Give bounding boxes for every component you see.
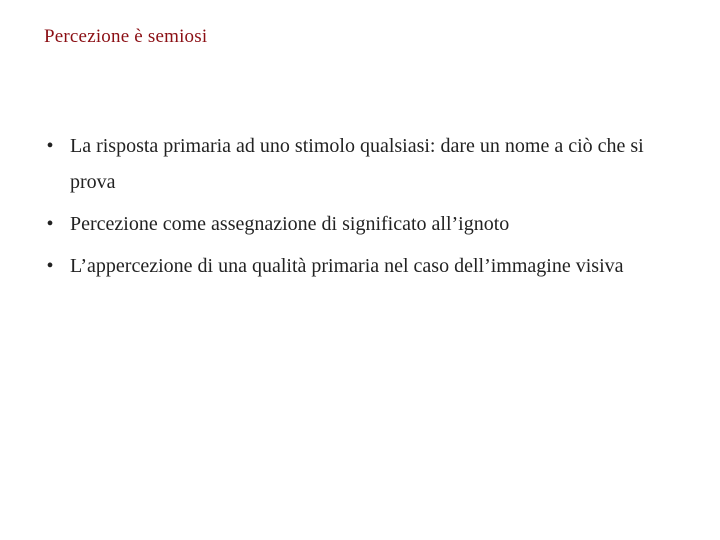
slide-title: Percezione è semiosi: [44, 26, 208, 47]
bullet-text: Percezione come assegnazione di significato all’ignoto: [70, 213, 510, 235]
bullet-list: [40, 128, 690, 290]
bullet-dot-icon: •: [46, 213, 54, 235]
bullet-text: La risposta primaria ad uno stimolo qualsiasi: dare un nome a ciò che si prova: [70, 135, 644, 193]
bullet-item: [40, 248, 690, 284]
bullet-item: [40, 206, 690, 242]
bullet-text: L’appercezione di una qualità primaria nel caso dell’immagine visiva: [70, 255, 624, 277]
bullet-item: [40, 128, 690, 200]
bullet-dot-icon: •: [46, 135, 54, 157]
bullet-dot-icon: •: [46, 255, 54, 277]
